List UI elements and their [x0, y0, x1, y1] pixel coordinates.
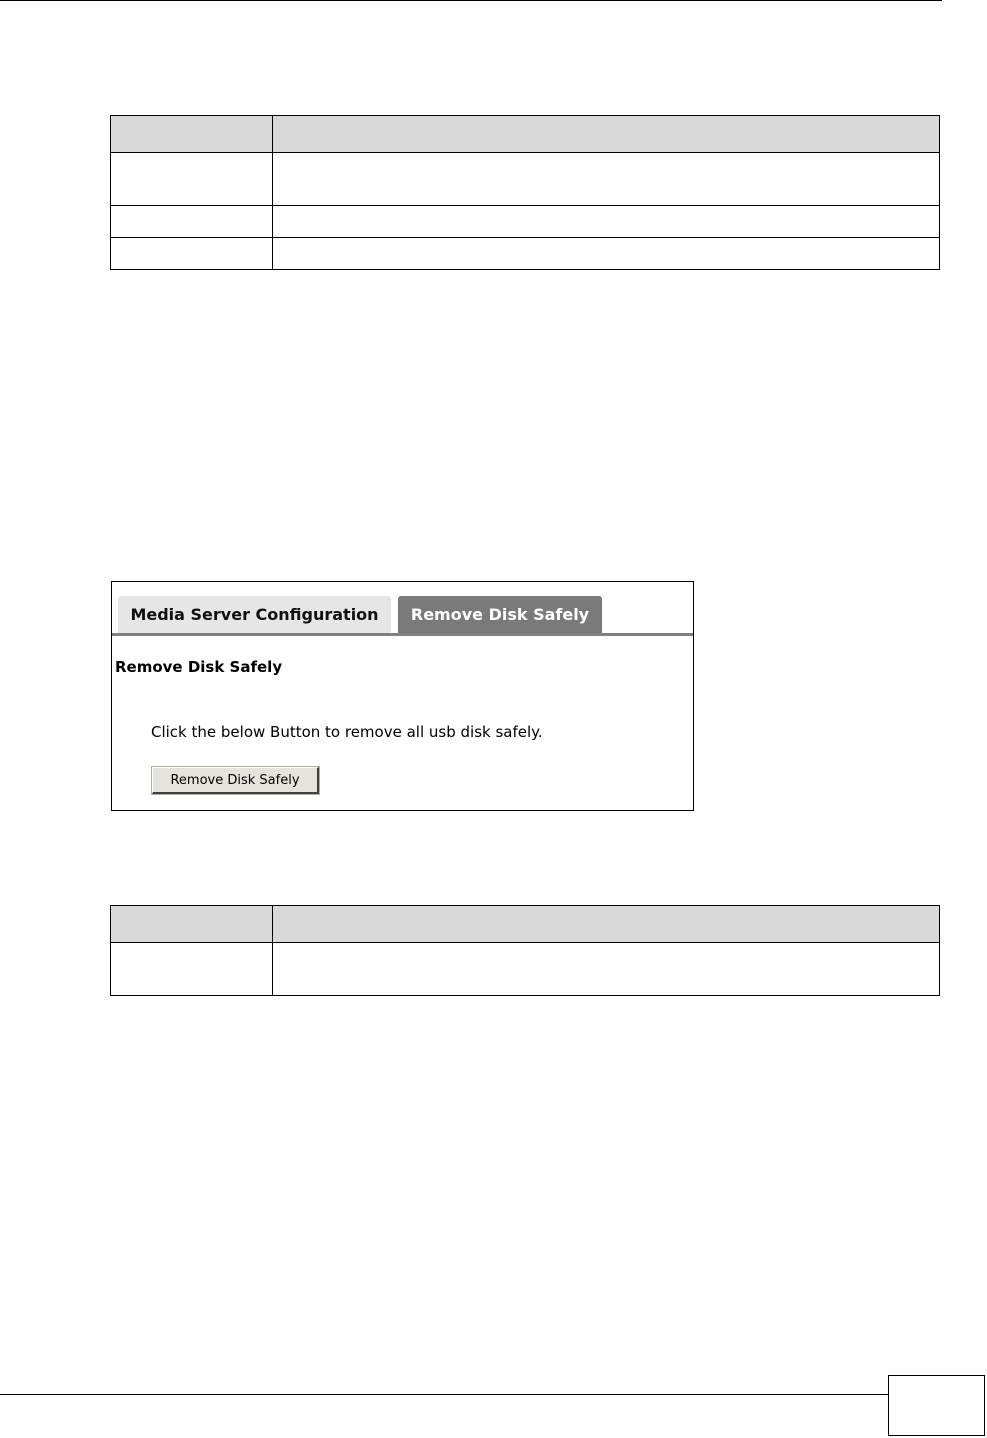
field-description-table-2: [110, 905, 940, 996]
table-row: [111, 206, 940, 238]
table-header-row: [111, 116, 940, 153]
footer-rule: [0, 1394, 889, 1395]
remove-disk-safely-button[interactable]: Remove Disk Safely: [152, 767, 319, 794]
table-header-cell: [273, 116, 940, 153]
tab-bar: [112, 582, 693, 636]
table-row: [111, 943, 940, 996]
table-header-cell: [111, 116, 273, 153]
table-cell: [273, 238, 940, 270]
table-header-cell: [273, 906, 940, 943]
table-cell: [273, 943, 940, 996]
table-cell: [111, 238, 273, 270]
remove-disk-screenshot: [111, 581, 694, 811]
table-header-cell: [111, 906, 273, 943]
header-rule: [0, 0, 942, 1]
table-header-row: [111, 906, 940, 943]
tab-remove-disk-safely[interactable]: Remove Disk Safely: [398, 596, 602, 633]
table-cell: [111, 943, 273, 996]
table-cell: [111, 206, 273, 238]
table-row: [111, 238, 940, 270]
page-number-box: [888, 1375, 985, 1436]
table-cell: [273, 153, 940, 206]
section-title: Remove Disk Safely: [115, 658, 283, 676]
field-description-table-1: [110, 115, 940, 270]
table-row: [111, 153, 940, 206]
tab-underline: [112, 633, 693, 636]
instruction-text: Click the below Button to remove all usb disk safely.: [151, 723, 543, 741]
tab-media-server-configuration[interactable]: Media Server Configuration: [118, 596, 391, 633]
table-cell: [111, 153, 273, 206]
table-cell: [273, 206, 940, 238]
